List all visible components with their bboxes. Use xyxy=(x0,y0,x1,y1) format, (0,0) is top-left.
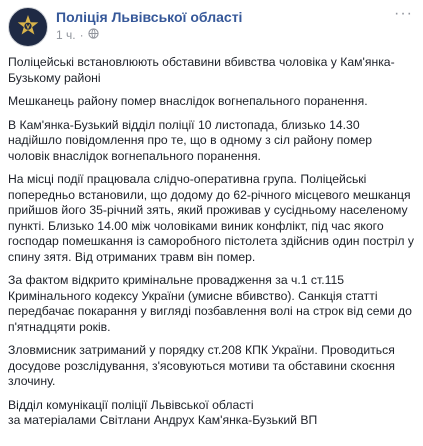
post-paragraph: В Кам'янка-Бузький відділ поліції 10 листопада, близько 14.30 надійшло повідомлення про те, що в одному з сіл району помер чоловік внаслідок вогнепального поранення. xyxy=(8,117,373,163)
globe-icon[interactable] xyxy=(88,27,99,43)
post-body xyxy=(8,55,415,429)
meta-separator: · xyxy=(79,28,84,42)
post-paragraph: Поліцейські встановлюють обставини вбивства чоловіка у Кам'янка-Бузькому районі xyxy=(8,55,395,85)
post-paragraph: На місці події працювала слідчо-оперативна група. Поліцейські попередньо встановили, що додому до 62-річного місцевого мешканця прийшов його 35-річний зять, який проживав у сусідньому населеному пункті. Близько 14.00 між чоловіками виник конфлікт, під час якого господар помешкання із саморобного пістолета здійснив один постріл у спину зятя. Від отриманих травм він помер. xyxy=(8,172,415,264)
post-paragraph: Зловмисник затриманий у порядку ст.208 КПК України. Проводиться досудове розслідування, з'ясовуються мотиви та обставини скоєння злочину. xyxy=(8,343,396,388)
post-header xyxy=(8,7,415,51)
post-timestamp[interactable]: 1 ч. xyxy=(56,28,76,42)
police-badge-icon xyxy=(14,13,42,41)
post-header-text xyxy=(56,7,242,43)
page-name-link[interactable]: Поліція Львівської області xyxy=(56,9,243,25)
signature-line: за матеріалами Світлани Андрух Кам'янка-Бузький ВП xyxy=(8,413,318,427)
post-paragraph: За фактом відкрито кримінальне провадження за ч.1 ст.115 Кримінального кодексу України (умисне вбивство). Санкція статті передбачає покарання у вигляді позбавлення волі на строк від семи до п'ятнадцяти років. xyxy=(8,273,412,334)
post-meta xyxy=(56,27,242,43)
more-options-button[interactable]: ··· xyxy=(394,5,413,22)
post-paragraph: Мешканець району помер внаслідок вогнепального поранення. xyxy=(8,94,368,108)
signature-line: Відділ комунікації поліції Львівської області xyxy=(8,397,254,412)
page-avatar[interactable] xyxy=(8,7,48,47)
